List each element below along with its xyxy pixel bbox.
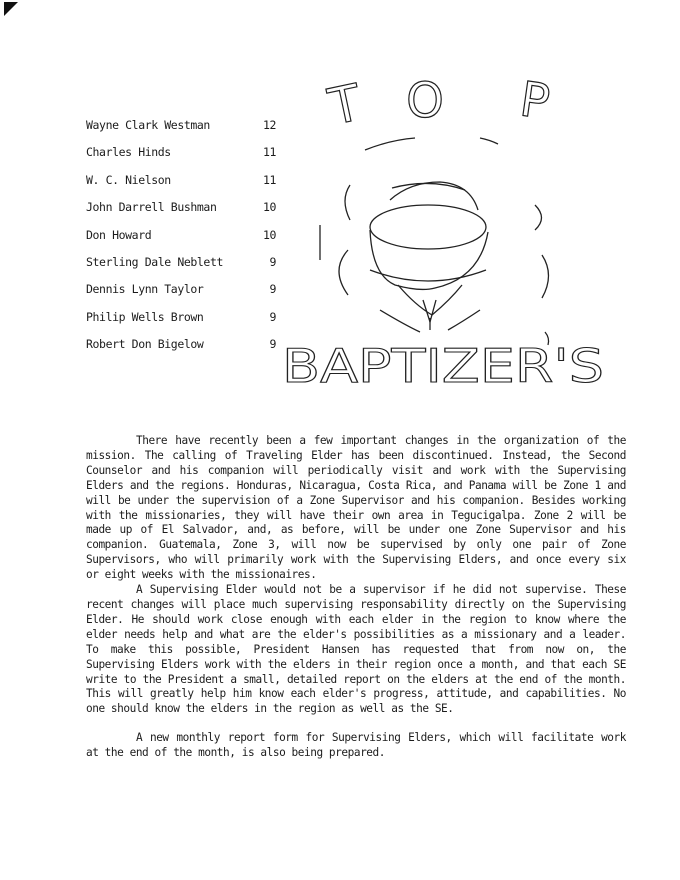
ranking-row — [86, 310, 276, 337]
missionary-name: Robert Don Bigelow — [86, 337, 204, 352]
baptizer-ranking-list — [86, 118, 276, 365]
corner-marker — [4, 2, 18, 16]
baptism-count: 11 — [262, 172, 276, 187]
heading-letter-p: P — [516, 71, 554, 131]
missionary-name: Sterling Dale Neblett — [86, 254, 223, 269]
baptism-count: 9 — [269, 309, 276, 324]
paragraph-report-form: A new monthly report form for Supervising Elders, which will facilitate work at the end of the month, is also being prepared. — [86, 731, 626, 760]
baptism-count: 11 — [262, 145, 276, 160]
missionary-name: Dennis Lynn Taylor — [86, 282, 204, 297]
ranking-row — [86, 173, 276, 200]
baptism-count: 9 — [269, 254, 276, 269]
missionary-name: John Darrell Bushman — [86, 200, 217, 215]
missionary-name: W. C. Nielson — [86, 172, 171, 187]
ranking-row — [86, 200, 276, 227]
baptism-count: 9 — [269, 337, 276, 352]
ranking-row — [86, 255, 276, 282]
paragraph-mission-changes: There have recently been a few important changes in the organization of the mission. The calling of Traveling Elder has been discontinued. Instead, the Second Counselor and his companion will periodically visit and work with the Supervising Elders and the regions. Honduras, Nicaragua, Costa Rica, and Panama will be Zone 1 and will be under the supervision of a Zone Supervisor and his companion. Besides working with the missionaries, they will have their own area in Tegucigalpa. Zone 2 will be made up of El Salvador, and, as before, will be under one Zone Supervisor and his companion. Guatemala, Zone 3, will now be supervised by only one pair of Zone Supervisors, who will primarily work with the Supervising Elders, and once every six or eight weeks with the missionaires. — [86, 434, 626, 582]
article-body — [86, 434, 626, 761]
baptism-count: 9 — [269, 282, 276, 297]
ranking-row — [86, 337, 276, 364]
missionary-name: Don Howard — [86, 227, 152, 242]
ranking-row — [86, 145, 276, 172]
heading-word-baptizers: BAPTIZER'S — [282, 339, 604, 393]
ranking-row — [86, 118, 276, 145]
paragraph-supervising-elder: A Supervising Elder would not be a supervisor if he did not supervise. These recent changes will place much supervising responsability directly on the Supervising Elder. He should work close enough with each elder in the region to know where the elder needs help and what are the elder's possibilities as a missionary and a leader. To make this possible, President Hansen has requested that from now on, the Supervising Elders work with the elders in their region once a month, and that each SE write to the President a small, detailed report on the elders at the end of the month. This will greatly help him know each elder's progress, attitude, and capabilities. No one should know the elders in the region as well as the SE. — [86, 583, 626, 716]
missionary-name: Philip Wells Brown — [86, 309, 204, 324]
missionary-name: Wayne Clark Westman — [86, 118, 210, 132]
top-baptizers-artwork — [280, 60, 610, 395]
heading-letter-o: O — [406, 73, 444, 129]
baptism-count: 10 — [262, 200, 276, 215]
ranking-row — [86, 282, 276, 309]
ranking-row — [86, 228, 276, 255]
heading-letter-t: T — [324, 73, 366, 137]
spinning-top-illustration — [320, 138, 549, 345]
baptism-count: 12 — [262, 118, 276, 132]
missionary-name: Charles Hinds — [86, 145, 171, 160]
baptism-count: 10 — [262, 227, 276, 242]
